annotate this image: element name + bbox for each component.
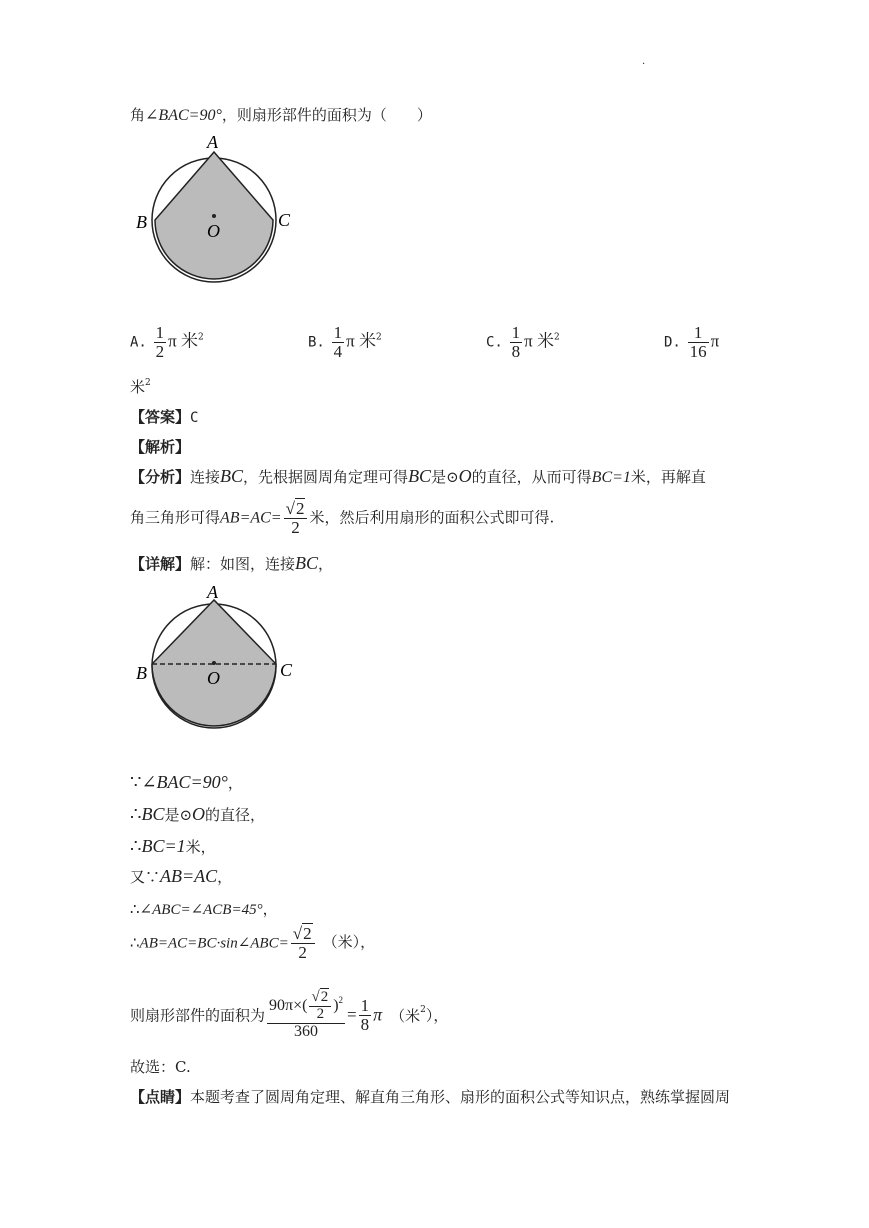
option-d[interactable] bbox=[664, 324, 719, 361]
fenxi-eq1: BC=1 bbox=[591, 469, 631, 486]
option-c-sup: 2 bbox=[553, 332, 560, 343]
step-2: ∴BC是⊙O的直径， bbox=[130, 804, 266, 824]
xiangjie-bc: BC bbox=[295, 553, 319, 573]
label-b-2: B bbox=[136, 663, 147, 683]
option-d-sup: 2 bbox=[145, 378, 151, 388]
fenxi-bc1: BC bbox=[220, 466, 244, 486]
question-angle: ∠BAC=90° bbox=[145, 107, 222, 124]
analysis-title: 【解析】 bbox=[130, 438, 191, 456]
fenxi-line-2 bbox=[130, 500, 554, 537]
dianjing-label: 【点睛】 bbox=[130, 1088, 191, 1106]
label-o: O bbox=[207, 221, 220, 241]
center-point bbox=[212, 214, 216, 218]
label-c: C bbox=[278, 210, 291, 230]
option-d-label: D. bbox=[664, 334, 681, 351]
label-c-2: C bbox=[280, 660, 293, 680]
fenxi-t5: 米，再解直 bbox=[630, 468, 706, 486]
answer-line bbox=[130, 406, 198, 427]
option-a-sup: 2 bbox=[197, 332, 204, 343]
fenxi-t6: 角三角形可得 bbox=[130, 508, 221, 527]
option-d-unit2: 米 bbox=[130, 378, 146, 396]
fenxi-label: 【分析】 bbox=[130, 468, 191, 486]
xiangjie-end: ， bbox=[318, 555, 334, 573]
step-6: ∴AB=AC=BC·sin∠ABC= $\frac{√2}{2}$ （米）， bbox=[130, 924, 376, 962]
choose-line: 故选：C. bbox=[130, 1058, 191, 1076]
fenxi-o: O bbox=[458, 466, 472, 486]
dianjing-line bbox=[130, 1086, 730, 1107]
step-3: ∴BC=1米， bbox=[130, 836, 216, 856]
option-b-sup: 2 bbox=[375, 332, 382, 343]
figure-sector bbox=[130, 132, 300, 284]
dianjing-text: 本题考查了圆周角定理、解直角三角形、扇形的面积公式等知识点，熟练掌握圆周 bbox=[190, 1088, 731, 1106]
xiangjie-label: 【详解】 bbox=[130, 555, 191, 573]
label-o-2: O bbox=[207, 668, 220, 688]
xiangjie-line bbox=[130, 553, 333, 574]
fenxi-line-1 bbox=[130, 466, 706, 487]
option-d-unit-wrap bbox=[130, 376, 151, 397]
fenxi-t1: 连接 bbox=[190, 468, 221, 486]
option-d-unit: π bbox=[710, 331, 720, 351]
answer-value: C bbox=[190, 410, 199, 426]
xiangjie-text: 解：如图，连接 bbox=[190, 555, 296, 573]
option-c-label: C. bbox=[486, 334, 503, 351]
fenxi-t2: ，先根据圆周角定理可得 bbox=[243, 468, 409, 486]
option-b-unit: π 米 bbox=[346, 331, 376, 351]
option-c-unit: π 米 bbox=[524, 331, 554, 351]
label-a-2: A bbox=[207, 582, 218, 602]
fenxi-t4: 的直径，从而可得 bbox=[471, 468, 592, 486]
option-b-label: B. bbox=[308, 334, 325, 351]
answer-label: 【答案】 bbox=[130, 408, 191, 426]
option-b-fraction: $\frac{1}{4}$ bbox=[333, 323, 343, 361]
option-a-label: A. bbox=[130, 334, 147, 351]
question-prefix: 角 bbox=[130, 106, 146, 124]
fenxi-t3: 是⊙ bbox=[431, 468, 459, 486]
fenxi-fraction: $\frac{√2}{2}$ bbox=[284, 500, 308, 537]
figure-sector-dashed bbox=[130, 582, 300, 734]
header-mark: . bbox=[642, 56, 646, 67]
option-b[interactable] bbox=[308, 324, 382, 361]
option-d-fraction: $\frac{1}{16}$ bbox=[689, 323, 707, 361]
step-7: 则扇形部件的面积为 90π×( $\frac{√2}{2}$ )$^2$ 360 = $\frac{1}{8}$ π （米$^2$）， bbox=[130, 989, 449, 1040]
option-a-fraction: $\frac{1}{2}$ bbox=[155, 323, 165, 361]
label-b: B bbox=[136, 212, 147, 232]
step-4: 又∵AB=AC， bbox=[130, 866, 233, 886]
option-c-fraction: $\frac{1}{8}$ bbox=[511, 323, 521, 361]
label-a: A bbox=[207, 132, 218, 152]
fenxi-t7: 米，然后利用扇形的面积公式即可得. bbox=[309, 508, 555, 527]
step-5: ∴∠ABC=∠ACB=45°， bbox=[130, 900, 278, 918]
option-a[interactable] bbox=[130, 324, 204, 361]
option-a-unit: π 米 bbox=[168, 331, 198, 351]
step-1: ∵∠BAC=90°， bbox=[130, 772, 243, 792]
fenxi-bc2: BC bbox=[408, 466, 432, 486]
option-c[interactable] bbox=[486, 324, 560, 361]
fenxi-eq2: AB=AC= bbox=[220, 509, 282, 527]
question-text: ，则扇形部件的面积为（ ） bbox=[221, 106, 432, 124]
question-line bbox=[130, 104, 432, 125]
